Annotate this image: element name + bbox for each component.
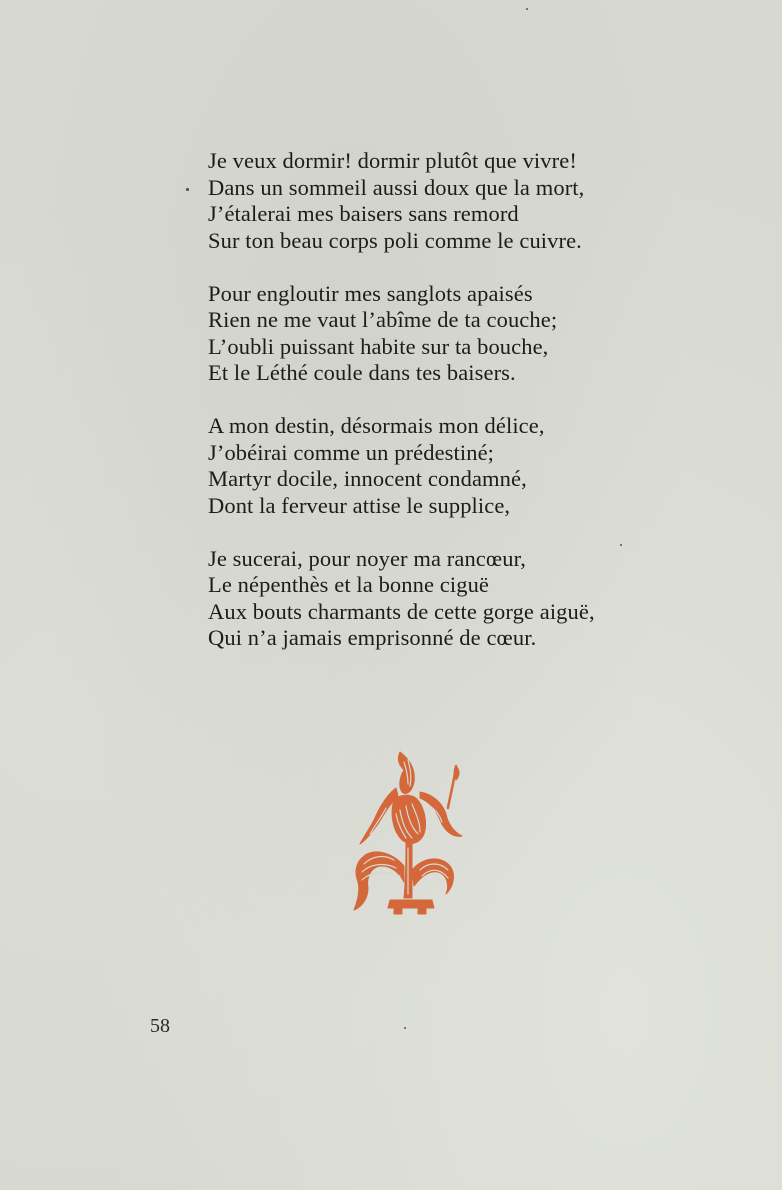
verse-line: J’étalerai mes baisers sans remord <box>208 201 519 226</box>
verse-line: Je sucerai, pour noyer ma rancœur, <box>208 545 526 571</box>
verse-line: Et le Léthé coule dans tes baisers. <box>208 360 516 385</box>
verse-line: Dans un sommeil aussi doux que la mort, <box>208 174 585 200</box>
paper-speck <box>620 544 622 546</box>
verse-line: L’oubli puissant habite sur ta bouche, <box>208 333 549 359</box>
paper-speck <box>186 188 189 191</box>
page-number: 58 <box>150 1015 170 1037</box>
verse-line: Martyr docile, innocent condamné, <box>208 466 527 491</box>
stanza-2 <box>208 281 678 387</box>
verse-line: Pour engloutir mes sanglots apaisés <box>208 280 533 306</box>
verse-line: Rien ne me vaut l’abîme de ta couche; <box>208 307 558 332</box>
paper-speck <box>404 1027 406 1029</box>
paper-speck <box>526 8 528 10</box>
stanza-3 <box>208 413 678 519</box>
verse-line: Qui n’a jamais emprisonné de cœur. <box>208 625 537 650</box>
verse-line: Dont la ferveur attise le supplice, <box>208 492 511 518</box>
verse-line: Sur ton beau corps poli comme le cuivre. <box>208 227 582 253</box>
verse-line: Aux bouts charmants de cette gorge aiguë, <box>208 598 595 624</box>
orchid-flower-woodcut-icon <box>350 748 470 920</box>
verse-line: J’obéirai comme un prédestiné; <box>208 439 495 465</box>
stanza-1 <box>208 148 678 254</box>
verse-line: A mon destin, désormais mon délice, <box>208 413 545 438</box>
verse-line: Le népenthès et la bonne ciguë <box>208 572 490 597</box>
poem <box>208 148 678 652</box>
verse-line: Je veux dormir! dormir plutôt que vivre! <box>208 148 577 173</box>
stanza-4 <box>208 546 678 652</box>
